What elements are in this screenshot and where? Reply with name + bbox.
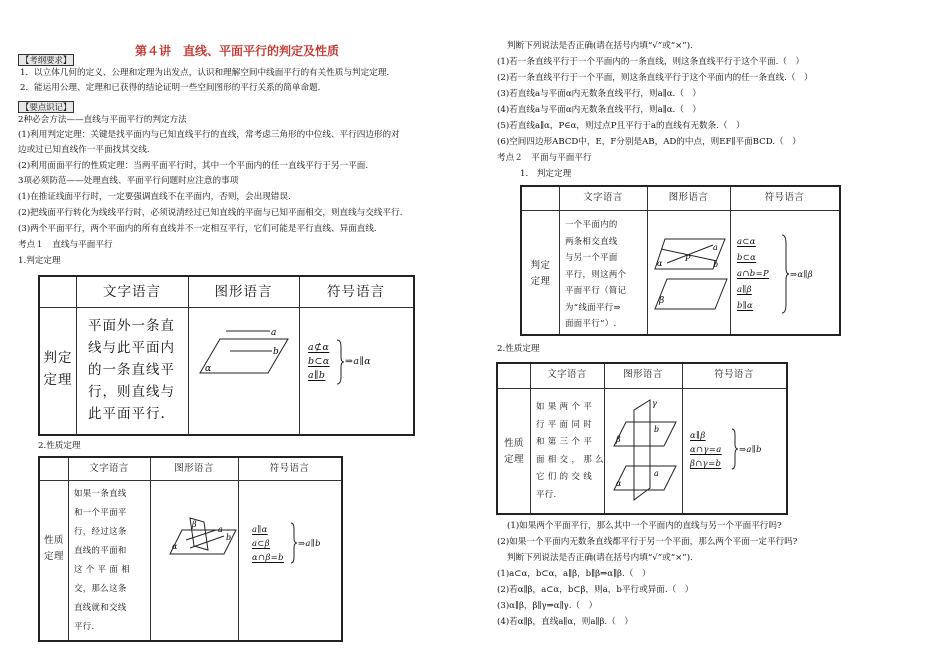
fig-label-alpha: α <box>616 479 622 488</box>
fig-label-gamma: γ <box>652 399 657 408</box>
judge2-item: (2)若α∥β，a⊂α，b⊂β，则a，b平行或异面.（ ） <box>497 585 694 595</box>
fig-label-a: a <box>713 243 718 252</box>
conclusion: ⇒a∥b <box>739 444 762 454</box>
fig-label-b: b <box>713 260 719 269</box>
kaodian1-sub1: 1.判定定理 <box>18 256 61 266</box>
kaodian2-heading: 考点２ 平面与平面平行 <box>497 153 592 163</box>
section-tag-kaogang: 【考纲要求】 <box>18 54 74 66</box>
judge2-item: (1)a⊂α，b⊂α，a∥β，b∥β⇒α∥β.（ ） <box>497 569 651 579</box>
judge1-item: (4)若直线a与平面α内无数条直线平行，则a∥α.（ ） <box>497 105 702 115</box>
judge1-item: (2)若一条直线平行于一个平面，则这条直线平行于这个平面内的任一条直线.（ ） <box>497 73 813 83</box>
fig-label-beta: β <box>616 435 621 444</box>
conclusion: ⇒a∥α <box>345 356 372 367</box>
header-text-lang: 文字语言 <box>583 192 623 203</box>
three-planes-figure <box>612 396 678 506</box>
fig-label-a: a <box>271 328 277 338</box>
kaodian2-sub1: 1. 判定定理 <box>520 169 572 179</box>
fig-label-a: a <box>654 469 659 478</box>
row-label: 判定 定理 <box>530 260 551 287</box>
yaodian-line: (1)利用判定定理：关键是找平面内与已知直线平行的直线，常考虑三角形的中位线、平行四边形的对 <box>18 130 400 140</box>
line-plane-section-figure <box>168 518 238 558</box>
judge1-item: (3)若直线a与平面α内无数条直线平行，则a∥α.（ ） <box>497 89 702 99</box>
row-label: 性质 定理 <box>504 438 524 465</box>
yaodian-line: 2种必会方法——直线与平面平行的判定方法 <box>18 115 187 125</box>
yaodian-line: (1)在推证线面平行时，一定要强调直线不在平面内，否则，会出现错误. <box>18 192 291 202</box>
judge1-item: (1)若一条直线平行于一个平面内的一条直线，则这条直线平行于这个平面.（ ） <box>497 57 805 67</box>
header-text-lang: 文字语言 <box>103 284 161 300</box>
fig-label-b: b <box>273 347 279 357</box>
fig-label-alpha: α <box>205 364 212 374</box>
header-symbol-lang: 符号语言 <box>327 284 385 300</box>
yaodian-line: (2)把线面平行转化为线线平行时，必须说清经过已知直线的平面与已知平面相交，则直线与交线平行. <box>18 208 403 218</box>
section-tag-yaodian: 【要点识记】 <box>18 101 74 113</box>
header-figure-lang: 图形语言 <box>174 463 214 474</box>
fig-label-b: b <box>226 533 232 542</box>
page-title: 第４讲 直线、平面平行的判定及性质 <box>135 44 340 58</box>
text-lang-cell: 如 果 两 个 平 行 平 面 同 时 和 第 三 个 平 面 相 交 ， 那 么 它 们 的 交 线 平行. <box>536 401 604 499</box>
fig-label-beta: β <box>659 296 665 306</box>
header-figure-lang: 图形语言 <box>668 192 709 203</box>
symbol-list: a⊂α b⊂α a∩b=P a∥β b∥α <box>737 236 770 310</box>
right-brace-icon <box>731 428 738 470</box>
kaogang-item: 2．能运用公理、定理和已获得的结论证明一些空间图形的平行关系的简单命题. <box>20 83 321 93</box>
judge1-intro: 判断下列说法是否正确(请在括号内填“√”或“×”). <box>507 41 693 51</box>
yaodian-line: (2)利用面面平行的性质定理：当两平面平行时，其中一个平面内的任一直线平行于另一平面. <box>18 161 369 171</box>
fig-label-b: b <box>654 425 660 434</box>
conclusion: ⇒a∥b <box>298 538 321 548</box>
table-judge-plane-plane <box>520 185 841 336</box>
kaogang-item: 1．以立体几何的定义、公理和定理为出发点，认识和理解空间中线面平行的有关性质与判定定理. <box>20 68 390 78</box>
text-lang-cell: 一个平面内的 两条相交直线 与另一个平面 平行，则这两个 平面平行（简记 为“线面平行⇒ 面面平行”）. <box>565 219 627 328</box>
row-label: 性质 定理 <box>44 535 64 562</box>
judge2-item: (4)若α∥β，直线a∥α，则a∥β.（ ） <box>497 617 633 627</box>
yaodian-line: 边或过已知直线作一平面找其交线. <box>18 145 150 155</box>
yaodian-line: 3项必须防范——处理直线、平面平行问题时应注意的事项 <box>18 176 239 186</box>
fig-label-beta: β <box>192 520 197 529</box>
symbol-list: a∥α a⊂β α∩β=b <box>252 524 284 562</box>
yaodian-line: (3)两个平面平行，两个平面内的所有直线并不一定相互平行，它们可能是平行直线、异面直线. <box>18 224 377 234</box>
text-lang-cell: 平面外一条直 线与此平面内 的一条直线平 行，则直线与 此平面平行. <box>88 318 175 422</box>
question: (2)如果一个平面内无数条直线都平行于另一个平面，那么两个平面一定平行吗? <box>497 537 798 547</box>
fig-label-a: a <box>218 525 223 534</box>
header-symbol-lang: 符号语言 <box>714 369 754 380</box>
header-figure-lang: 图形语言 <box>623 369 663 380</box>
two-planes-figure <box>655 239 727 311</box>
question: (1)如果两个平面平行，那么其中一个平面内的直线与另一个平面平行吗? <box>507 521 782 531</box>
judge2-intro: 判断下列说法是否正确(请在括号内填“√”或“×”). <box>507 553 693 563</box>
conclusion: ⇒α∥β <box>790 269 813 279</box>
text-lang-cell: 如果一条直线 和一个平面平 行，经过这条 直线的平面和 这 个 平 面 相 交，那么这条 直线就和交线 平行. <box>74 488 131 631</box>
kaodian1-heading: 考点１ 直线与平面平行 <box>18 240 113 250</box>
row-label: 判定 定理 <box>43 350 73 388</box>
fig-label-alpha: α <box>172 542 178 551</box>
right-brace-icon <box>781 234 789 314</box>
header-symbol-lang: 符号语言 <box>269 463 310 474</box>
kaodian2-sub2: 2.性质定理 <box>497 344 540 354</box>
table-property-line-plane <box>38 456 343 642</box>
line-plane-figure <box>200 327 290 377</box>
header-figure-lang: 图形语言 <box>214 284 273 300</box>
header-text-lang: 文字语言 <box>89 463 129 474</box>
table-judge-line-plane <box>38 275 415 436</box>
header-symbol-lang: 符号语言 <box>764 192 805 203</box>
fig-label-alpha: α <box>657 259 663 268</box>
judge1-item: (6)空间四边形ABCD中，E，F分别是AB，AD的中点，则EF∥平面BCD.（ ） <box>497 137 801 147</box>
fig-label-p: P <box>685 254 691 263</box>
judge2-item: (3)α∥β，β∥γ⇒α∥γ.（ ） <box>497 601 598 611</box>
right-brace-icon <box>336 339 344 385</box>
symbol-list: α∥β α∩γ=a β∩γ=b <box>690 430 722 468</box>
symbol-list: a⊄α b⊂α a∥b <box>308 342 330 381</box>
table-property-plane-plane <box>496 362 788 515</box>
kaodian1-sub2: 2.性质定理 <box>38 441 81 451</box>
right-brace-icon <box>290 522 297 564</box>
header-text-lang: 文字语言 <box>547 369 587 380</box>
judge1-item: (5)若直线a∥α，P∈α，则过点P且平行于a的直线有无数条.（ ） <box>497 121 745 131</box>
